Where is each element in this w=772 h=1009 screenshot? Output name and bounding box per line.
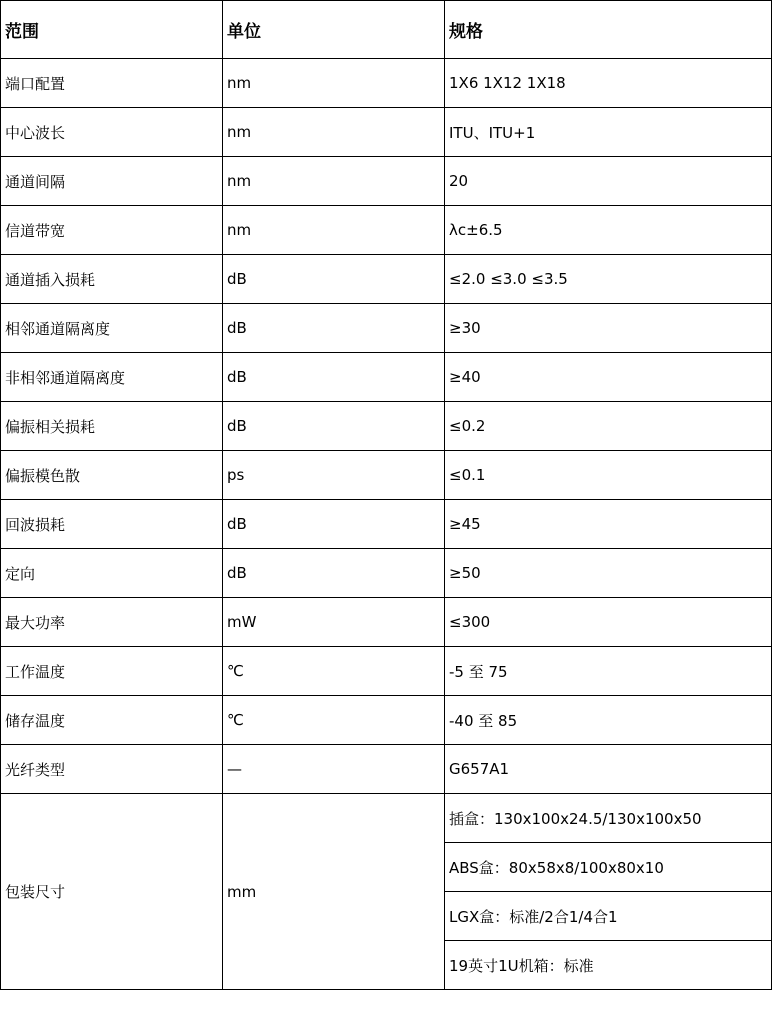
table-row	[1, 206, 772, 255]
header-range: 范围	[1, 1, 223, 59]
cell-spec: ≤2.0 ≤3.0 ≤3.5	[445, 255, 772, 304]
cell-spec: ≤0.1	[445, 451, 772, 500]
header-row	[1, 1, 772, 59]
cell-range: 非相邻通道隔离度	[1, 353, 223, 402]
cell-spec: 20	[445, 157, 772, 206]
cell-unit: dB	[223, 500, 445, 549]
cell-unit: dB	[223, 549, 445, 598]
cell-range: 通道间隔	[1, 157, 223, 206]
package-spec-cell: LGX盒：标准/2合1/4合1	[445, 892, 772, 941]
cell-unit: nm	[223, 157, 445, 206]
cell-range: 中心波长	[1, 108, 223, 157]
table-row	[1, 647, 772, 696]
table-row	[1, 745, 772, 794]
package-spec-cell: ABS盒：80x58x8/100x80x10	[445, 843, 772, 892]
table-row	[1, 500, 772, 549]
cell-unit: dB	[223, 353, 445, 402]
cell-range: 最大功率	[1, 598, 223, 647]
cell-spec: ITU、ITU+1	[445, 108, 772, 157]
cell-range: 回波损耗	[1, 500, 223, 549]
package-spec-cell: 19英寸1U机箱：标准	[445, 941, 772, 990]
cell-unit: ℃	[223, 696, 445, 745]
cell-unit: dB	[223, 304, 445, 353]
cell-spec: ≥45	[445, 500, 772, 549]
cell-spec: ≥30	[445, 304, 772, 353]
package-unit-cell: mm	[223, 794, 445, 990]
table-row	[1, 549, 772, 598]
cell-spec: 1X6 1X12 1X18	[445, 59, 772, 108]
cell-spec: G657A1	[445, 745, 772, 794]
cell-spec: ≤0.2	[445, 402, 772, 451]
table-row	[1, 353, 772, 402]
cell-spec: ≥40	[445, 353, 772, 402]
cell-range: 通道插入损耗	[1, 255, 223, 304]
cell-range: 端口配置	[1, 59, 223, 108]
cell-unit: ps	[223, 451, 445, 500]
cell-unit: nm	[223, 59, 445, 108]
table-row	[1, 255, 772, 304]
cell-unit: mW	[223, 598, 445, 647]
cell-unit: —	[223, 745, 445, 794]
cell-range: 信道带宽	[1, 206, 223, 255]
table-row	[1, 157, 772, 206]
table-row	[1, 59, 772, 108]
cell-range: 储存温度	[1, 696, 223, 745]
cell-unit: dB	[223, 402, 445, 451]
table-row	[1, 108, 772, 157]
cell-range: 相邻通道隔离度	[1, 304, 223, 353]
cell-range: 工作温度	[1, 647, 223, 696]
cell-spec: ≥50	[445, 549, 772, 598]
header-spec: 规格	[445, 1, 772, 59]
cell-range: 偏振相关损耗	[1, 402, 223, 451]
table-row	[1, 598, 772, 647]
package-row	[1, 794, 772, 843]
table-row	[1, 304, 772, 353]
cell-spec: ≤300	[445, 598, 772, 647]
cell-unit: nm	[223, 108, 445, 157]
table-row	[1, 451, 772, 500]
cell-unit: ℃	[223, 647, 445, 696]
package-spec-cell: 插盒：130x100x24.5/130x100x50	[445, 794, 772, 843]
cell-spec: -5 至 75	[445, 647, 772, 696]
cell-range: 偏振模色散	[1, 451, 223, 500]
header-unit: 单位	[223, 1, 445, 59]
cell-unit: nm	[223, 206, 445, 255]
cell-spec: λc±6.5	[445, 206, 772, 255]
cell-unit: dB	[223, 255, 445, 304]
table-row	[1, 696, 772, 745]
cell-spec: -40 至 85	[445, 696, 772, 745]
cell-range: 定向	[1, 549, 223, 598]
cell-range: 光纤类型	[1, 745, 223, 794]
table-row	[1, 402, 772, 451]
package-range-cell: 包装尺寸	[1, 794, 223, 990]
